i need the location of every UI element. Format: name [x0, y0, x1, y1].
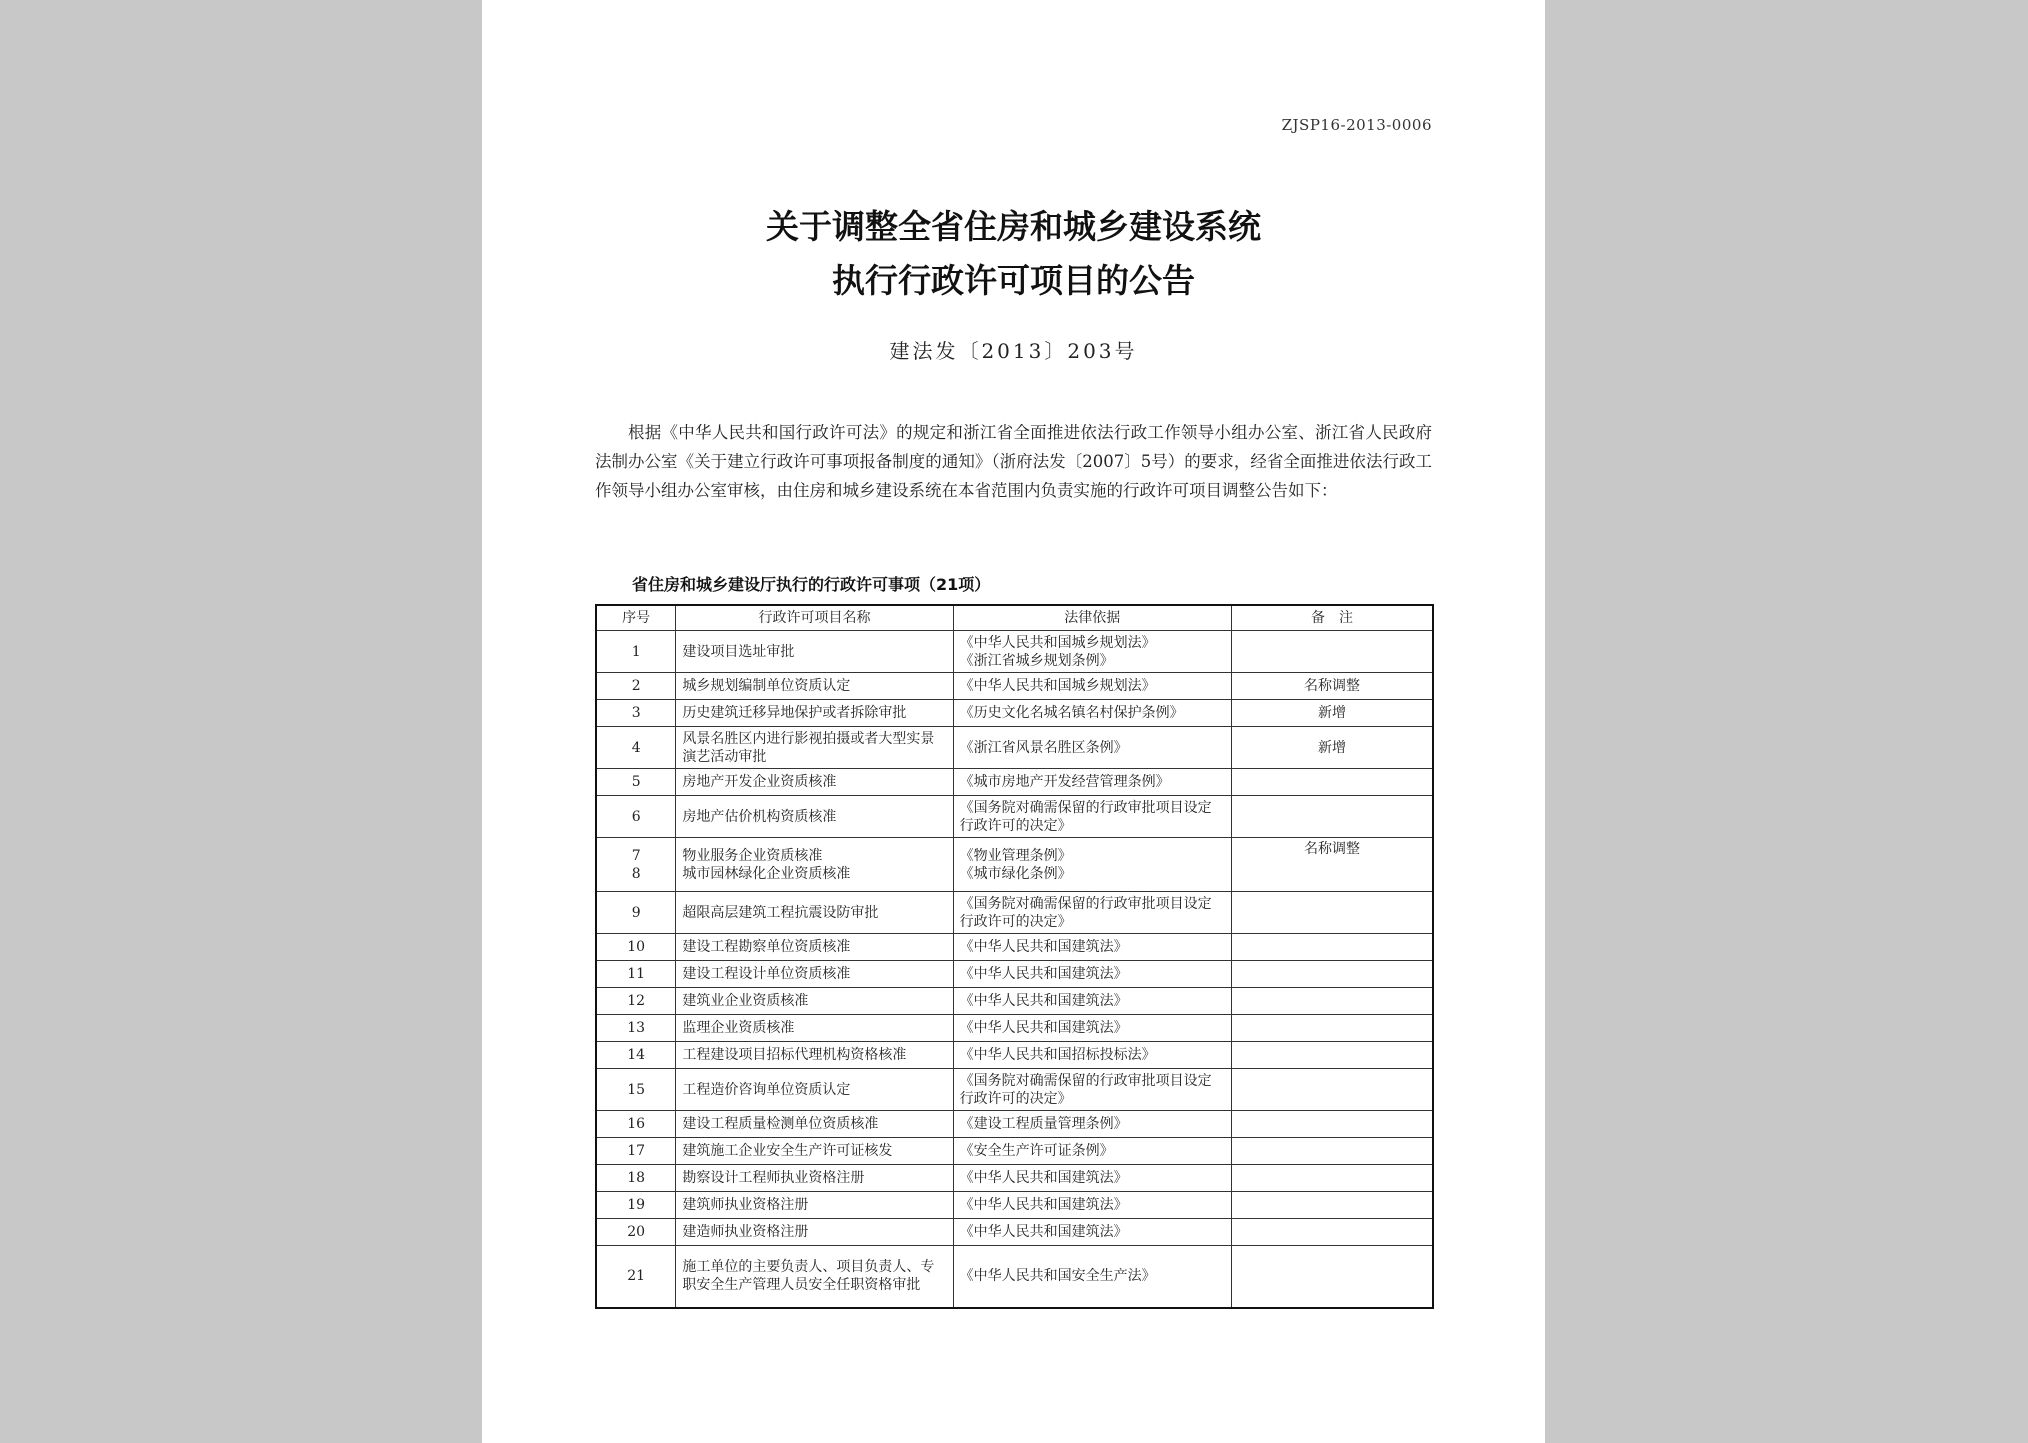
row-name: 建筑业企业资质核准 [676, 988, 953, 1015]
permit-table [595, 604, 1434, 1309]
table-row [596, 1069, 1433, 1111]
row-name: 建筑施工企业安全生产许可证核发 [676, 1138, 953, 1165]
row-name: 房地产估价机构资质核准 [676, 796, 953, 838]
table-row [596, 631, 1433, 673]
row-name: 建设项目选址审批 [676, 631, 953, 673]
row-name: 历史建筑迁移异地保护或者拆除审批 [676, 700, 953, 727]
row-note [1231, 892, 1433, 934]
row-law: 《中华人民共和国建筑法》 [953, 988, 1231, 1015]
row-number: 13 [596, 1015, 676, 1042]
document-title [482, 200, 1545, 308]
row-name: 勘察设计工程师执业资格注册 [676, 1165, 953, 1192]
row-number: 10 [596, 934, 676, 961]
row-name-cell [676, 838, 953, 892]
header-law: 法律依据 [953, 605, 1231, 631]
row-note [1231, 1042, 1433, 1069]
row-name: 城乡规划编制单位资质认定 [676, 673, 953, 700]
header-name: 行政许可项目名称 [676, 605, 953, 631]
row-number: 7 [631, 847, 641, 864]
row-name: 建设工程勘察单位资质核准 [676, 934, 953, 961]
row-note [1231, 1192, 1433, 1219]
row-number: 15 [596, 1069, 676, 1111]
row-note [1231, 1165, 1433, 1192]
row-note [1231, 1219, 1433, 1246]
document-code: ZJSP16-2013-0006 [1281, 116, 1432, 134]
row-law: 《城市绿化条例》 [959, 865, 1072, 882]
table-row [596, 727, 1433, 769]
row-name: 工程造价咨询单位资质认定 [676, 1069, 953, 1111]
row-law: 《中华人民共和国建筑法》 [953, 961, 1231, 988]
row-note [1231, 1015, 1433, 1042]
row-number: 18 [596, 1165, 676, 1192]
row-number: 21 [596, 1246, 676, 1308]
row-number: 17 [596, 1138, 676, 1165]
table-row [596, 934, 1433, 961]
row-note: 新增 [1231, 700, 1433, 727]
row-law: 《国务院对确需保留的行政审批项目设定行政许可的决定》 [953, 1069, 1231, 1111]
row-name: 施工单位的主要负责人、项目负责人、专职安全生产管理人员安全任职资格审批 [676, 1246, 953, 1308]
row-number: 11 [596, 961, 676, 988]
title-line-1: 关于调整全省住房和城乡建设系统 [766, 207, 1261, 246]
table-body [596, 631, 1433, 1308]
row-name: 风景名胜区内进行影视拍摄或者大型实景演艺活动审批 [676, 727, 953, 769]
row-law: 《中华人民共和国安全生产法》 [953, 1246, 1231, 1308]
row-number: 14 [596, 1042, 676, 1069]
row-number: 2 [596, 673, 676, 700]
row-number: 5 [596, 769, 676, 796]
row-number: 16 [596, 1111, 676, 1138]
row-name: 建设工程质量检测单位资质核准 [676, 1111, 953, 1138]
row-number: 3 [596, 700, 676, 727]
row-note [1231, 1138, 1433, 1165]
row-law: 《中华人民共和国建筑法》 [953, 934, 1231, 961]
row-number: 8 [631, 865, 641, 882]
row-name: 超限高层建筑工程抗震设防审批 [676, 892, 953, 934]
header-note: 备 注 [1231, 605, 1433, 631]
row-law: 《中华人民共和国城乡规划法》 《浙江省城乡规划条例》 [953, 631, 1231, 673]
row-name: 建筑师执业资格注册 [676, 1192, 953, 1219]
row-number: 1 [596, 631, 676, 673]
row-note [1231, 988, 1433, 1015]
row-note: 名称调整 [1231, 838, 1433, 892]
row-law: 《中华人民共和国建筑法》 [953, 1219, 1231, 1246]
row-note [1231, 769, 1433, 796]
row-law: 《国务院对确需保留的行政审批项目设定行政许可的决定》 [953, 796, 1231, 838]
row-law: 《国务院对确需保留的行政审批项目设定行政许可的决定》 [953, 892, 1231, 934]
row-note: 名称调整 [1231, 673, 1433, 700]
document-number: 建法发〔2013〕203号 [889, 339, 1138, 363]
table-caption: 省住房和城乡建设厅执行的行政许可事项（21项） [632, 575, 991, 594]
row-note [1231, 934, 1433, 961]
table-row [596, 1246, 1433, 1308]
row-law: 《建设工程质量管理条例》 [953, 1111, 1231, 1138]
row-law: 《物业管理条例》 [959, 847, 1072, 864]
row-note [1231, 1069, 1433, 1111]
row-law: 《中华人民共和国城乡规划法》 [953, 673, 1231, 700]
table-row [596, 1165, 1433, 1192]
table-row [596, 1138, 1433, 1165]
row-note [1231, 631, 1433, 673]
row-note [1231, 1246, 1433, 1308]
row-number-cell [596, 838, 676, 892]
row-name: 监理企业资质核准 [676, 1015, 953, 1042]
row-number: 9 [596, 892, 676, 934]
table-row [596, 1219, 1433, 1246]
row-law: 《城市房地产开发经营管理条例》 [953, 769, 1231, 796]
table-row [596, 838, 1433, 892]
row-law: 《历史文化名城名镇名村保护条例》 [953, 700, 1231, 727]
table-row [596, 769, 1433, 796]
table-row [596, 1042, 1433, 1069]
row-name: 城市园林绿化企业资质核准 [682, 865, 851, 882]
row-name: 工程建设项目招标代理机构资格核准 [676, 1042, 953, 1069]
row-name: 建设工程设计单位资质核准 [676, 961, 953, 988]
row-note: 新增 [1231, 727, 1433, 769]
row-law: 《浙江省风景名胜区条例》 [953, 727, 1231, 769]
table-row [596, 988, 1433, 1015]
row-number: 12 [596, 988, 676, 1015]
row-note [1231, 796, 1433, 838]
row-law-cell [953, 838, 1231, 892]
row-name: 房地产开发企业资质核准 [676, 769, 953, 796]
title-line-2: 执行行政许可项目的公告 [832, 261, 1195, 300]
table-row [596, 796, 1433, 838]
table-row [596, 961, 1433, 988]
table-row [596, 1015, 1433, 1042]
table-row [596, 700, 1433, 727]
row-note [1231, 1111, 1433, 1138]
row-law: 《中华人民共和国建筑法》 [953, 1165, 1231, 1192]
row-number: 20 [596, 1219, 676, 1246]
header-no: 序号 [596, 605, 676, 631]
row-name: 物业服务企业资质核准 [682, 847, 823, 864]
table-row [596, 1192, 1433, 1219]
row-law: 《中华人民共和国建筑法》 [953, 1015, 1231, 1042]
row-number: 4 [596, 727, 676, 769]
table-row [596, 673, 1433, 700]
row-note [1231, 961, 1433, 988]
row-number: 19 [596, 1192, 676, 1219]
table-header-row [596, 605, 1433, 631]
body-paragraph: 根据《中华人民共和国行政许可法》的规定和浙江省全面推进依法行政工作领导小组办公室、浙江省人民政府法制办公室《关于建立行政许可事项报备制度的通知》（浙府法发〔2007〕5号）的要求，经省全面推进依法行政工作领导小组办公室审核，由住房和城乡建设系统在本省范围内负责实施的行政许可项目调整公告如下： [595, 423, 1432, 500]
table-row [596, 892, 1433, 934]
row-law: 《中华人民共和国招标投标法》 [953, 1042, 1231, 1069]
row-number: 6 [596, 796, 676, 838]
row-law: 《安全生产许可证条例》 [953, 1138, 1231, 1165]
document-page [482, 0, 1545, 1443]
table-row [596, 1111, 1433, 1138]
row-law: 《中华人民共和国建筑法》 [953, 1192, 1231, 1219]
row-name: 建造师执业资格注册 [676, 1219, 953, 1246]
